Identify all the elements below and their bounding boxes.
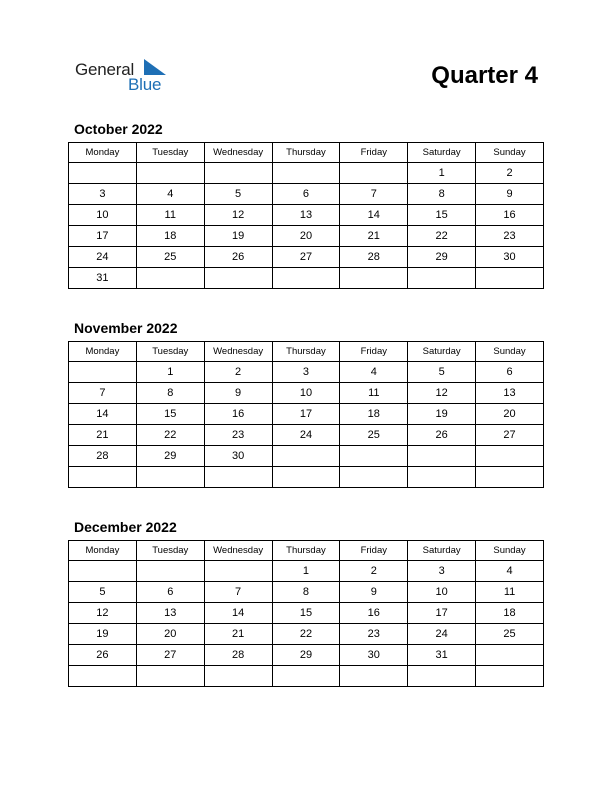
day-cell: 23 — [204, 425, 272, 446]
day-cell: 21 — [69, 425, 137, 446]
day-cell: 18 — [136, 226, 204, 247]
day-cell: 14 — [340, 205, 408, 226]
week-row — [69, 666, 544, 687]
day-cell: 25 — [340, 425, 408, 446]
day-cell — [476, 268, 544, 289]
day-cell: 24 — [69, 247, 137, 268]
day-cell — [136, 666, 204, 687]
day-cell: 4 — [476, 561, 544, 582]
day-cell — [272, 666, 340, 687]
weekday-header: Tuesday — [136, 143, 204, 163]
day-cell — [69, 163, 137, 184]
month-december — [68, 517, 544, 687]
day-cell — [340, 268, 408, 289]
calendar-table — [68, 341, 544, 488]
day-cell: 2 — [204, 362, 272, 383]
day-cell: 26 — [69, 645, 137, 666]
day-cell — [136, 561, 204, 582]
day-cell — [340, 446, 408, 467]
week-row — [69, 624, 544, 645]
day-cell: 25 — [136, 247, 204, 268]
day-cell — [69, 561, 137, 582]
weekday-header: Saturday — [408, 541, 476, 561]
weekday-header: Wednesday — [204, 143, 272, 163]
weekday-header: Tuesday — [136, 342, 204, 362]
week-row — [69, 582, 544, 603]
weekday-header: Sunday — [476, 541, 544, 561]
week-row — [69, 383, 544, 404]
day-cell: 1 — [272, 561, 340, 582]
day-cell — [69, 467, 137, 488]
day-cell: 27 — [272, 247, 340, 268]
weekday-header: Thursday — [272, 143, 340, 163]
page-title: Quarter 4 — [431, 62, 538, 89]
day-cell — [408, 446, 476, 467]
day-cell — [476, 666, 544, 687]
day-cell — [476, 645, 544, 666]
day-cell: 12 — [204, 205, 272, 226]
day-cell: 12 — [408, 383, 476, 404]
day-cell: 27 — [476, 425, 544, 446]
day-cell: 30 — [340, 645, 408, 666]
day-cell — [408, 467, 476, 488]
day-cell: 15 — [272, 603, 340, 624]
day-cell: 23 — [340, 624, 408, 645]
day-cell: 17 — [272, 404, 340, 425]
weekday-header: Tuesday — [136, 541, 204, 561]
day-cell: 18 — [476, 603, 544, 624]
day-cell — [204, 163, 272, 184]
day-cell: 20 — [476, 404, 544, 425]
day-cell: 5 — [408, 362, 476, 383]
weekday-header: Saturday — [408, 143, 476, 163]
week-row — [69, 184, 544, 205]
day-cell: 8 — [272, 582, 340, 603]
day-cell: 22 — [136, 425, 204, 446]
month-title: December 2022 — [74, 519, 177, 535]
week-row — [69, 268, 544, 289]
weekday-header: Friday — [340, 541, 408, 561]
weekday-header: Sunday — [476, 342, 544, 362]
day-cell: 6 — [136, 582, 204, 603]
weekday-header: Monday — [69, 143, 137, 163]
weekday-header-row — [69, 143, 544, 163]
day-cell: 26 — [408, 425, 476, 446]
weekday-header-row — [69, 342, 544, 362]
day-cell: 25 — [476, 624, 544, 645]
day-cell: 19 — [408, 404, 476, 425]
day-cell: 27 — [136, 645, 204, 666]
day-cell: 21 — [204, 624, 272, 645]
day-cell: 22 — [272, 624, 340, 645]
day-cell: 29 — [408, 247, 476, 268]
day-cell: 29 — [136, 446, 204, 467]
week-row — [69, 247, 544, 268]
day-cell: 23 — [476, 226, 544, 247]
week-row — [69, 425, 544, 446]
day-cell: 8 — [136, 383, 204, 404]
week-row — [69, 163, 544, 184]
day-cell: 5 — [204, 184, 272, 205]
week-row — [69, 561, 544, 582]
logo-text-blue: Blue — [128, 75, 162, 94]
day-cell: 9 — [340, 582, 408, 603]
day-cell — [340, 163, 408, 184]
month-october — [68, 119, 544, 289]
day-cell: 26 — [204, 247, 272, 268]
day-cell: 14 — [69, 404, 137, 425]
day-cell: 9 — [204, 383, 272, 404]
day-cell: 11 — [340, 383, 408, 404]
day-cell: 31 — [69, 268, 137, 289]
day-cell: 8 — [408, 184, 476, 205]
week-row — [69, 645, 544, 666]
day-cell: 21 — [340, 226, 408, 247]
day-cell — [272, 163, 340, 184]
day-cell — [204, 467, 272, 488]
day-cell: 14 — [204, 603, 272, 624]
day-cell: 12 — [69, 603, 137, 624]
day-cell: 13 — [136, 603, 204, 624]
week-row — [69, 467, 544, 488]
day-cell — [136, 467, 204, 488]
day-cell — [204, 268, 272, 289]
day-cell: 4 — [136, 184, 204, 205]
day-cell — [272, 467, 340, 488]
day-cell: 5 — [69, 582, 137, 603]
day-cell: 6 — [272, 184, 340, 205]
month-title: November 2022 — [74, 320, 178, 336]
week-row — [69, 446, 544, 467]
day-cell: 28 — [69, 446, 137, 467]
day-cell: 3 — [408, 561, 476, 582]
weekday-header: Saturday — [408, 342, 476, 362]
day-cell: 10 — [408, 582, 476, 603]
day-cell: 1 — [136, 362, 204, 383]
week-row — [69, 226, 544, 247]
weekday-header: Thursday — [272, 541, 340, 561]
calendar-table — [68, 540, 544, 687]
day-cell: 16 — [340, 603, 408, 624]
day-cell: 16 — [476, 205, 544, 226]
logo — [75, 58, 175, 94]
day-cell: 7 — [204, 582, 272, 603]
logo-text-general: General — [75, 60, 135, 79]
day-cell: 29 — [272, 645, 340, 666]
calendar-table — [68, 142, 544, 289]
day-cell: 30 — [204, 446, 272, 467]
weekday-header: Friday — [340, 143, 408, 163]
day-cell: 19 — [69, 624, 137, 645]
month-november — [68, 318, 544, 488]
day-cell: 28 — [204, 645, 272, 666]
day-cell: 6 — [476, 362, 544, 383]
day-cell: 4 — [340, 362, 408, 383]
weekday-header: Monday — [69, 342, 137, 362]
day-cell — [340, 467, 408, 488]
weekday-header: Wednesday — [204, 541, 272, 561]
day-cell — [272, 446, 340, 467]
month-title: October 2022 — [74, 121, 163, 137]
day-cell: 17 — [408, 603, 476, 624]
day-cell — [204, 666, 272, 687]
weekday-header: Thursday — [272, 342, 340, 362]
day-cell — [136, 163, 204, 184]
day-cell: 2 — [476, 163, 544, 184]
weekday-header: Monday — [69, 541, 137, 561]
day-cell: 7 — [340, 184, 408, 205]
weekday-header-row — [69, 541, 544, 561]
day-cell: 13 — [272, 205, 340, 226]
weekday-header: Wednesday — [204, 342, 272, 362]
day-cell — [408, 268, 476, 289]
weekday-header: Sunday — [476, 143, 544, 163]
day-cell: 1 — [408, 163, 476, 184]
day-cell: 19 — [204, 226, 272, 247]
day-cell — [476, 467, 544, 488]
day-cell — [340, 666, 408, 687]
day-cell — [69, 362, 137, 383]
day-cell: 2 — [340, 561, 408, 582]
day-cell: 20 — [136, 624, 204, 645]
day-cell: 30 — [476, 247, 544, 268]
day-cell: 28 — [340, 247, 408, 268]
day-cell: 15 — [136, 404, 204, 425]
day-cell: 10 — [69, 205, 137, 226]
weekday-header: Friday — [340, 342, 408, 362]
day-cell — [408, 666, 476, 687]
week-row — [69, 205, 544, 226]
day-cell: 18 — [340, 404, 408, 425]
day-cell — [136, 268, 204, 289]
day-cell: 17 — [69, 226, 137, 247]
day-cell: 10 — [272, 383, 340, 404]
day-cell: 31 — [408, 645, 476, 666]
day-cell — [272, 268, 340, 289]
day-cell: 15 — [408, 205, 476, 226]
week-row — [69, 603, 544, 624]
day-cell: 16 — [204, 404, 272, 425]
day-cell — [476, 446, 544, 467]
day-cell: 11 — [136, 205, 204, 226]
day-cell — [204, 561, 272, 582]
day-cell: 11 — [476, 582, 544, 603]
day-cell: 24 — [408, 624, 476, 645]
week-row — [69, 404, 544, 425]
day-cell: 22 — [408, 226, 476, 247]
day-cell: 24 — [272, 425, 340, 446]
week-row — [69, 362, 544, 383]
day-cell: 20 — [272, 226, 340, 247]
day-cell: 3 — [272, 362, 340, 383]
day-cell — [69, 666, 137, 687]
day-cell: 13 — [476, 383, 544, 404]
day-cell: 3 — [69, 184, 137, 205]
day-cell: 7 — [69, 383, 137, 404]
day-cell: 9 — [476, 184, 544, 205]
